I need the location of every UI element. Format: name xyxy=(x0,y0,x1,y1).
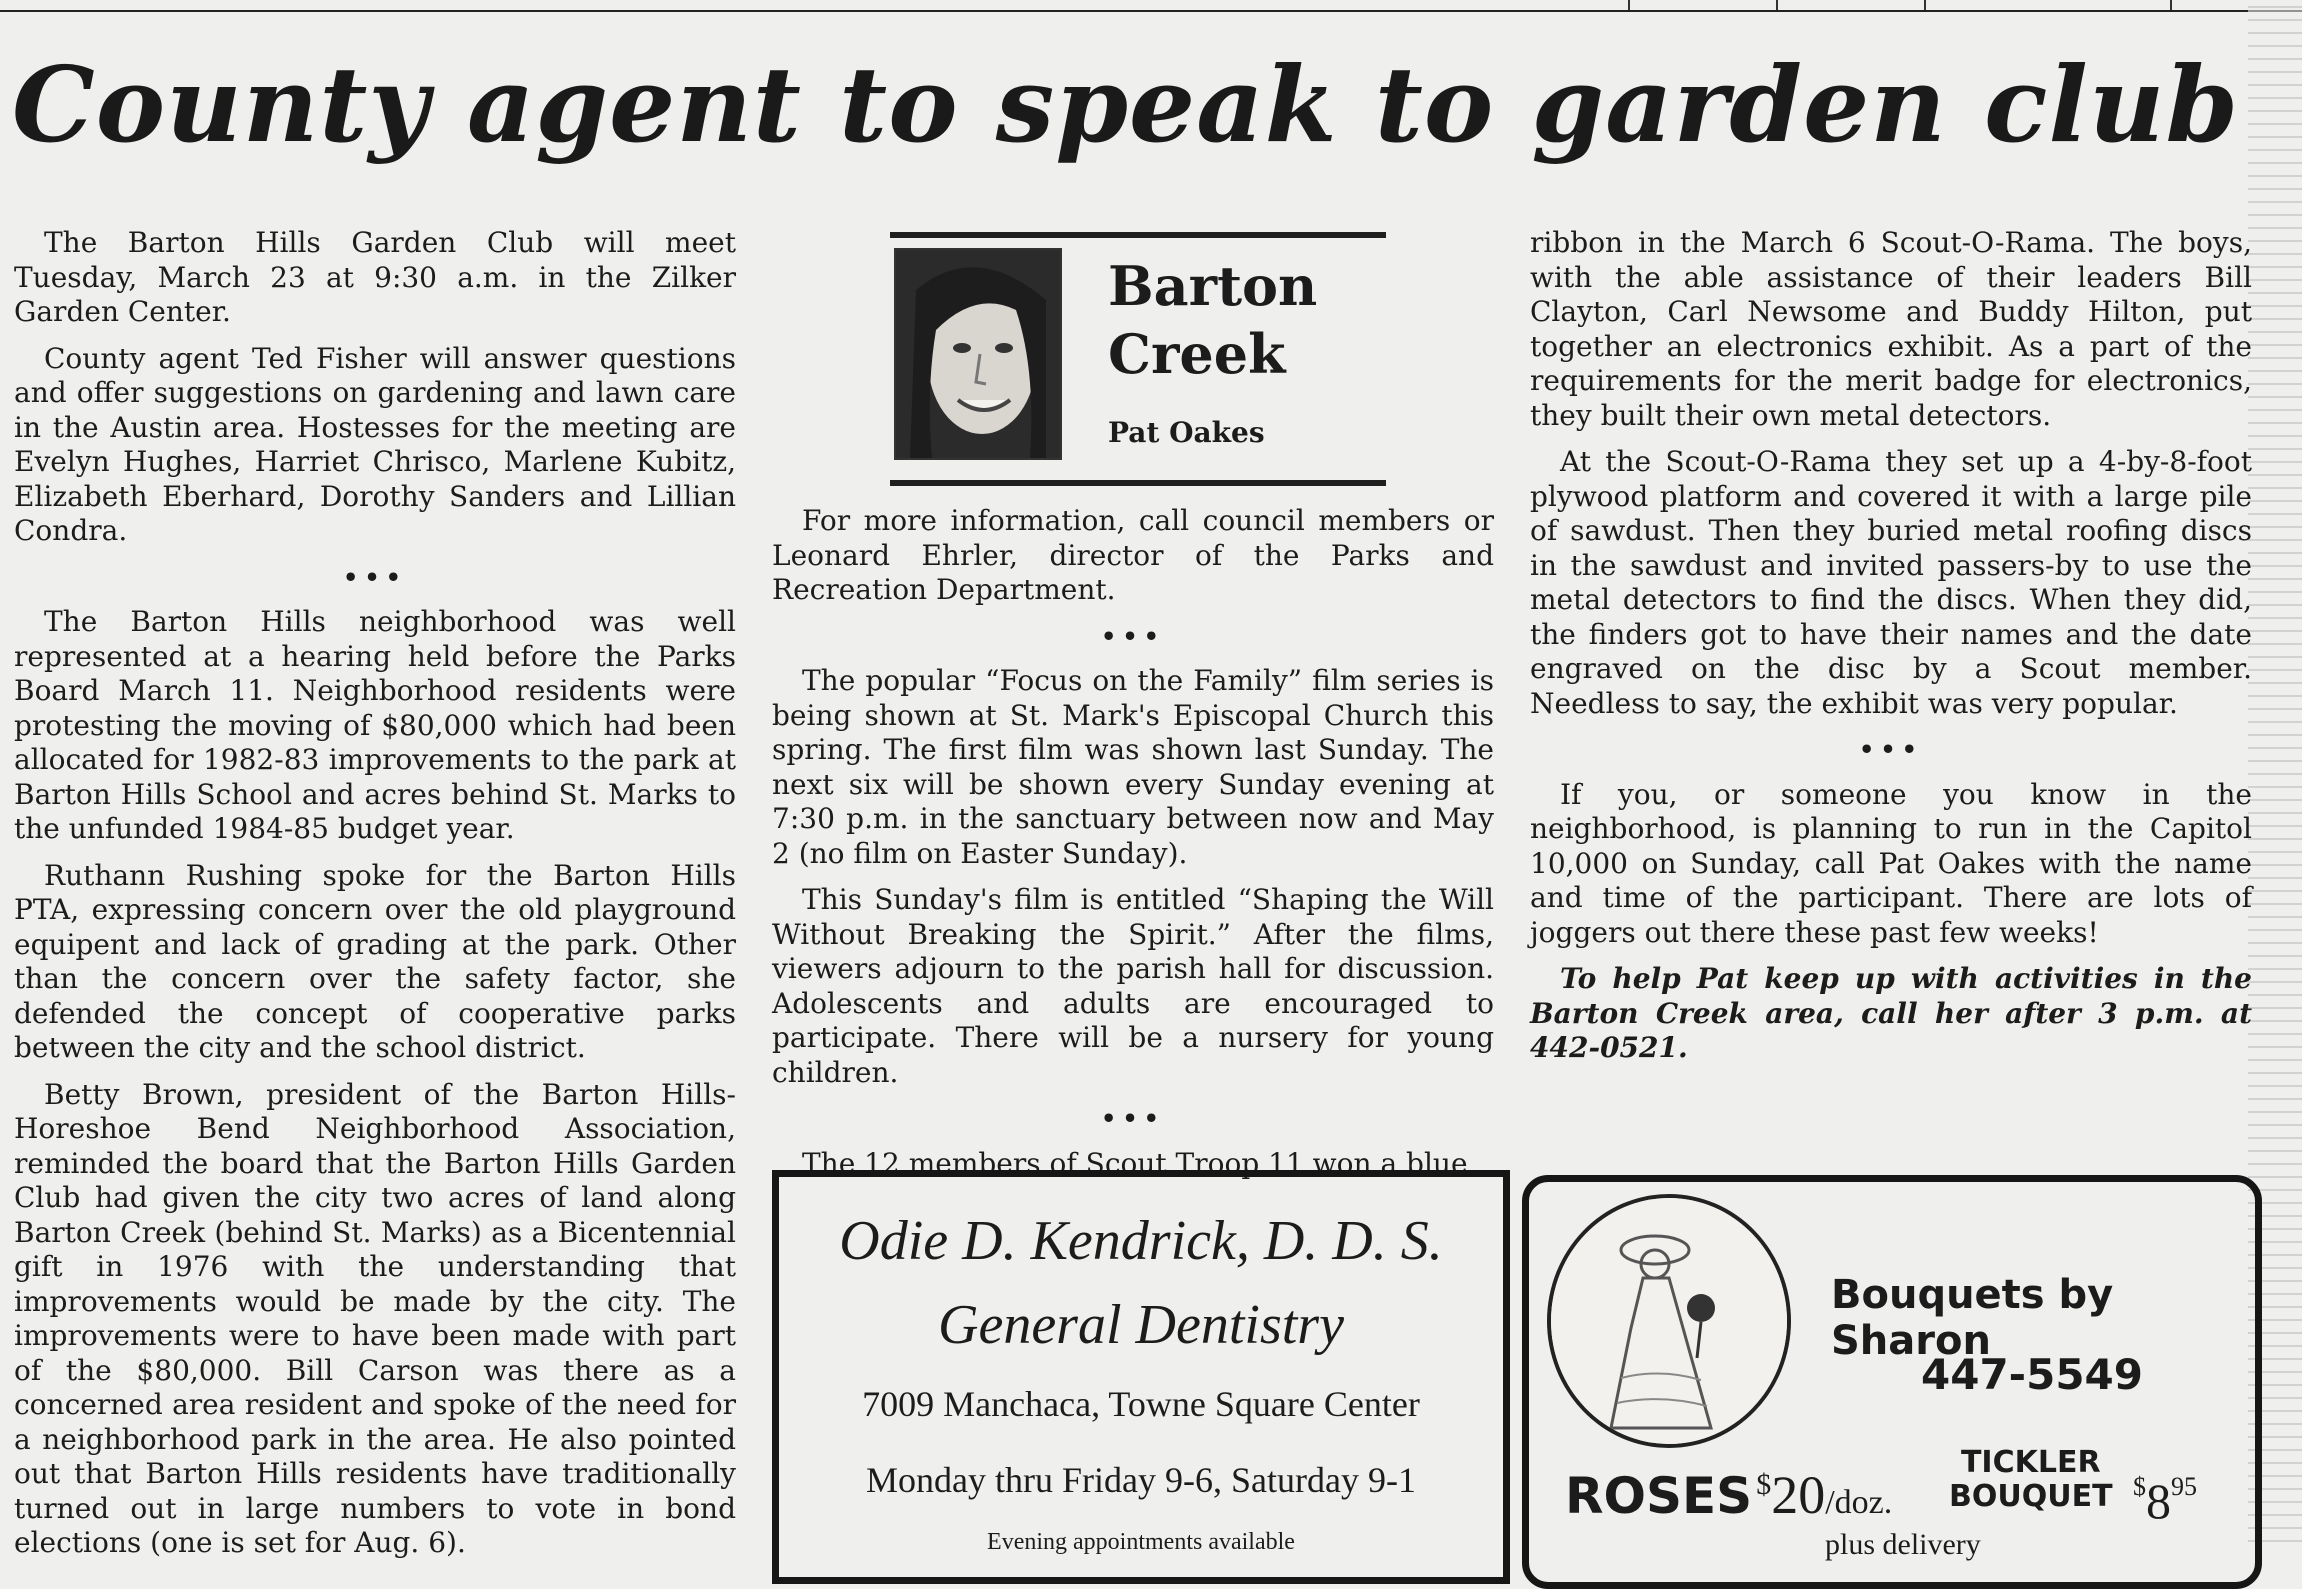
paragraph: County agent Ted Fisher will answer questions and offer suggestions on gardening and lawn care in the Austin area. Hostesses for the meeting are Evelyn Hughes, Harriet Chrisco, Marlene Kubitz, Elizabeth Eberhard, Dorothy Sanders and Lillian Condra. xyxy=(14,341,736,547)
bride-illustration xyxy=(1547,1194,1791,1448)
roses-offer xyxy=(1565,1464,1892,1526)
top-rule-tick xyxy=(2170,0,2172,10)
tickler-dollars: 8 xyxy=(2146,1473,2171,1529)
delivery-note: plus delivery xyxy=(1825,1528,1981,1561)
tickler-label xyxy=(1949,1446,2113,1514)
paragraph: The 12 members of Scout Troop 11 won a blue xyxy=(802,1146,1468,1180)
paragraph: The popular “Focus on the Family” film series is being shown at St. Mark's Episcopal Church this spring. The first film was shown last Sunday. The next six will be shown every Sunday evening at 7:30 p.m. in the sanctuary between now and May 2 (no film on Easter Sunday). xyxy=(772,664,1494,870)
box-rule-top xyxy=(890,232,1386,238)
florist-name: Bouquets by Sharon xyxy=(1831,1272,2114,1364)
florist-advertisement xyxy=(1522,1175,2262,1589)
section-separator: ••• xyxy=(1100,621,1166,651)
box-rule-bottom xyxy=(890,480,1386,486)
section-separator: ••• xyxy=(1858,735,1924,764)
roses-label: ROSES xyxy=(1565,1467,1753,1525)
roses-currency: $ xyxy=(1756,1468,1772,1501)
paragraph: This Sunday's film is entitled “Shaping the Will Without Breaking the Spirit.” After the films, viewers adjourn to the parish hall for discussion. Adolescents and adults are encouraged to participate. There will be a nursery for young children. xyxy=(772,883,1494,1089)
section-separator: ••• xyxy=(1100,1104,1166,1133)
author-byline: Pat Oakes xyxy=(1108,416,1265,449)
article-column-2 xyxy=(772,504,1494,1193)
top-rule xyxy=(0,10,2302,12)
paragraph: ribbon in the March 6 Scout-O-Rama. The boys, with the able assistance of their leaders Bill Clayton, Carl Newsome and Buddy Hilton, put together an electronics exhibit. As a part of the requirements for the merit badge for electronics, they built their own metal detectors. xyxy=(1530,226,2252,432)
paragraph: If you, or someone you know in the neighborhood, is planning to run in the Capitol 10,000 on Sunday, call Pat Oakes with the name and time of the participant. There are lots of joggers out there these past few weeks! xyxy=(1530,777,2252,949)
paragraph: At the Scout-O-Rama they set up a 4-by-8-foot plywood platform and covered it with a large pile of sawdust. Then they buried metal roofing discs in the sawdust and invited passers-by to use the metal detectors to find the discs. When they did, the finders got to have their names and the date engraved on the disc by a Scout member. Needless to say, the exhibit was very popular. xyxy=(1530,445,2252,720)
paragraph: The Barton Hills neighborhood was well represented at a hearing held before the Parks Board March 11. Neighborhood residents were protesting the moving of $80,000 which had been allocated for 1982-83 improvements to the park at Barton Hills School and acres behind St. Marks to the unfunded 1984-85 budget year. xyxy=(14,605,736,845)
author-photo xyxy=(894,248,1062,460)
tickler-line: BOUQUET xyxy=(1949,1479,2113,1514)
column-title xyxy=(1108,252,1317,388)
tickler-price xyxy=(2133,1472,2197,1530)
paragraph: For more information, call council members or Leonard Ehrler, director of the Parks and Recreation Department. xyxy=(772,504,1494,606)
paragraph: Ruthann Rushing spoke for the Barton Hills PTA, expressing concern over the old playground equipent and lack of grading at the park. Other than the concern over the safety factor, she defended the concept of cooperative parks between the city and the school district. xyxy=(14,858,736,1064)
roses-unit: /doz. xyxy=(1825,1484,1893,1521)
dentist-name: Odie D. Kendrick, D. D. S. xyxy=(839,1210,1443,1272)
column-title-box xyxy=(890,232,1386,488)
dentist-advertisement xyxy=(772,1170,1510,1584)
paragraph: The Barton Hills Garden Club will meet Tuesday, March 23 at 9:30 a.m. in the Zilker Garden Center. xyxy=(14,226,736,328)
tickler-line: TICKLER xyxy=(1960,1445,2101,1480)
dentist-hours: Monday thru Friday 9-6, Saturday 9-1 xyxy=(866,1460,1416,1500)
dentist-specialty: General Dentistry xyxy=(938,1294,1344,1356)
article-column-3 xyxy=(1530,226,2252,1078)
dentist-address: 7009 Manchaca, Towne Square Center xyxy=(862,1384,1420,1424)
top-rule-tick xyxy=(1628,0,1630,10)
tickler-currency: $ xyxy=(2133,1472,2146,1501)
tickler-cents: 95 xyxy=(2171,1472,2197,1501)
dentist-note: Evening appointments available xyxy=(987,1529,1295,1555)
column-title-line: Creek xyxy=(1108,322,1286,386)
article-column-1 xyxy=(14,226,736,1573)
roses-amount: 20 xyxy=(1771,1465,1826,1525)
top-rule-tick xyxy=(1776,0,1778,10)
headline: County agent to speak to garden club xyxy=(12,43,2240,166)
section-separator: ••• xyxy=(342,562,408,592)
paragraph: Betty Brown, president of the Barton Hills-Horeshoe Bend Neighborhood Association, reminded the board that the Barton Hills Garden Club had given the city two acres of land along Barton Creek (behind St. Marks) as a Bicentennial gift in 1976 with the understanding that improvements would be made by the city. The improvements were to have been made with part of the $80,000. Bill Carson was there as a concerned area resident and spoke of the need for a neighborhood park in the area. He also pointed out that Barton Hills residents have traditionally turned out in large numbers to vote in bond elections (one is set for Aug. 6). xyxy=(14,1077,736,1559)
column-title-line: Barton xyxy=(1108,254,1318,318)
florist-phone: 447-5549 xyxy=(1921,1350,2143,1399)
top-rule-tick xyxy=(1924,0,1926,10)
paragraph: To help Pat keep up with activities in the Barton Creek area, call her after 3 p.m. at 442-0521. xyxy=(1530,962,2252,1064)
